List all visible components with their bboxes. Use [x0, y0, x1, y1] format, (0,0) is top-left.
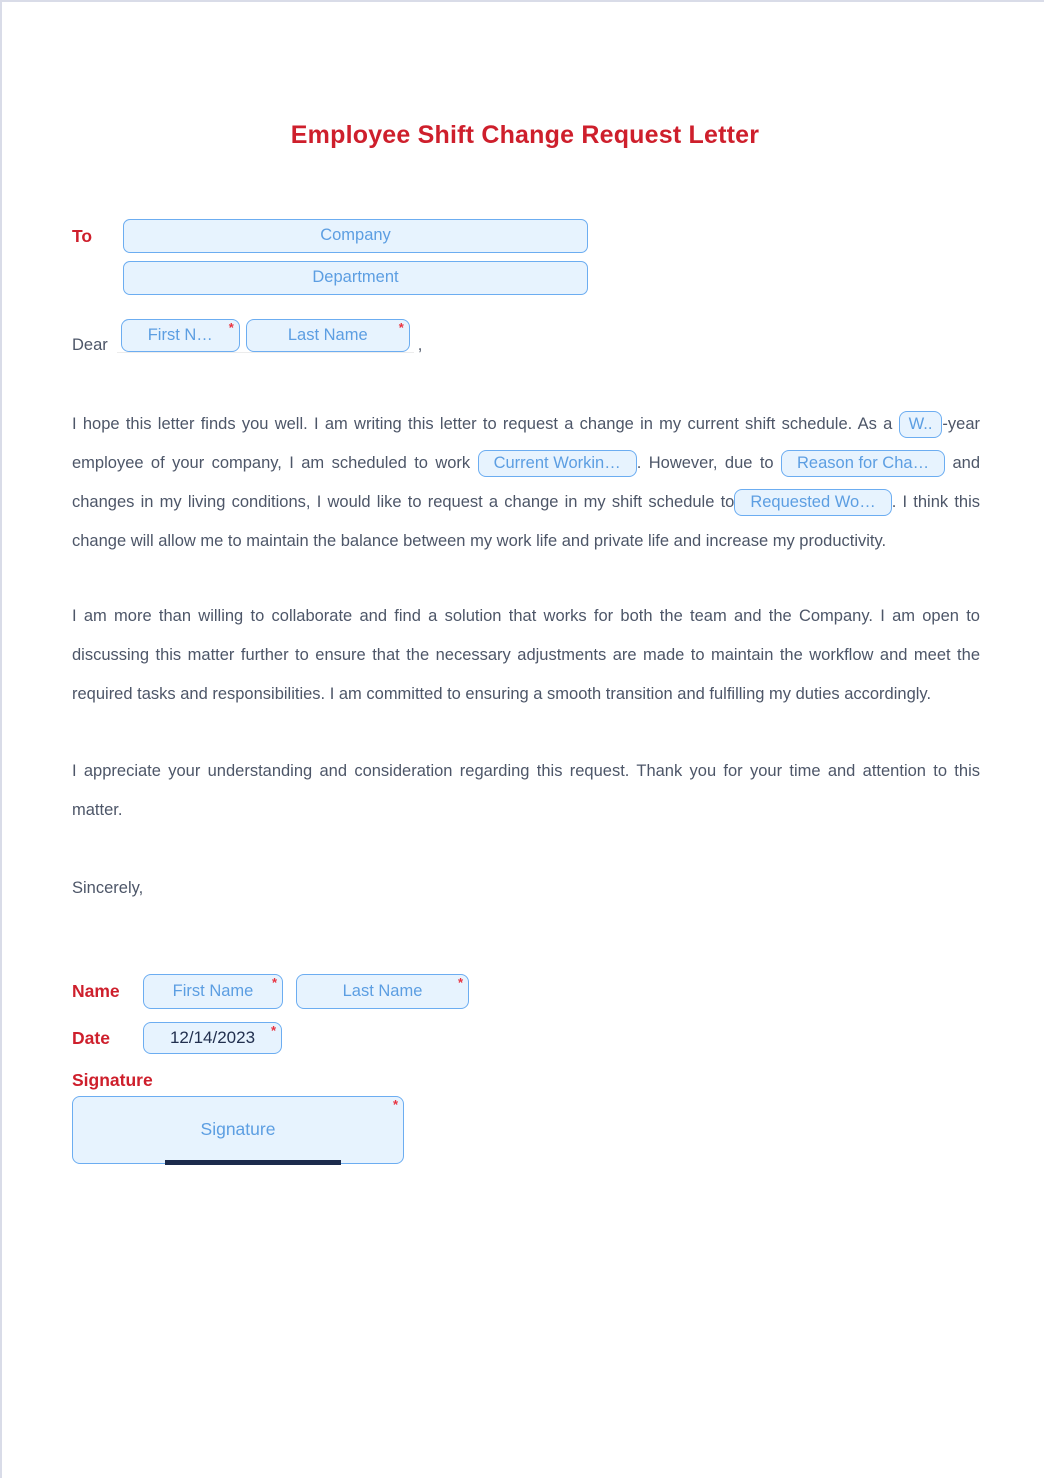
p1-text-2: -year employee of your company, I am scheduled to work	[72, 415, 981, 472]
paragraph-2: I am more than willing to collaborate and find a solution that works for both the team and the Company. I am open to discussing this matter further to ensure that the necessary adjustments are made to maintain the workflow and meet the required tasks and responsibilities. I am committed to ensuring a smooth transition and fulfilling my duties accordingly.	[72, 607, 980, 703]
salutation-comma: ,	[417, 336, 423, 354]
dear-label: Dear	[72, 336, 108, 354]
date-value: 12/14/2023	[169, 1028, 256, 1047]
signature-line	[165, 1160, 341, 1165]
to-label: To	[72, 226, 93, 246]
required-asterisk: *	[398, 320, 404, 335]
salutation-last-name-input[interactable]	[246, 319, 410, 352]
last-name-placeholder: Last Name	[342, 982, 423, 1000]
name-row	[72, 974, 978, 1009]
first-name-placeholder: First N…	[147, 326, 213, 344]
name-label: Name	[72, 981, 120, 1001]
recipient-section	[72, 219, 978, 295]
required-asterisk: *	[228, 320, 234, 335]
p1-text-3: . However, due to	[636, 454, 774, 472]
department-input[interactable]: Department	[123, 261, 588, 295]
requested-working-hours-input[interactable]: Requested Wo…	[734, 489, 891, 516]
salutation-first-name-input[interactable]	[121, 319, 240, 352]
first-name-input[interactable]	[143, 974, 283, 1009]
p1-text-5: . I think this change will allow me to maintain the balance between my work life and private life and increase my productivity.	[72, 493, 980, 550]
signature-input[interactable]	[72, 1096, 404, 1164]
recipient-fields	[123, 219, 588, 295]
date-input[interactable]	[143, 1022, 282, 1054]
p1-text-4: and changes in my living conditions, I would like to request a change in my shift schedule to	[72, 454, 981, 511]
company-input[interactable]: Company	[123, 219, 588, 253]
salutation-blank-line	[117, 352, 414, 353]
letter-content	[2, 2, 1044, 1164]
required-asterisk: *	[392, 1097, 398, 1112]
current-working-hours-input[interactable]: Current Workin…	[478, 450, 637, 477]
required-asterisk: *	[270, 1023, 276, 1038]
signature-placeholder: Signature	[200, 1119, 276, 1139]
last-name-input[interactable]	[296, 974, 469, 1009]
signature-label: Signature	[72, 1070, 153, 1090]
date-row	[72, 1022, 978, 1054]
p1-text-1: I hope this letter finds you well. I am writing this letter to request a change in my current shift schedule. As a	[72, 415, 893, 433]
date-label: Date	[72, 1027, 110, 1048]
paragraph-3: I appreciate your understanding and consideration regarding this request. Thank you for your time and attention to this matter.	[72, 762, 980, 819]
first-name-placeholder: First Name	[172, 982, 254, 1000]
last-name-placeholder: Last Name	[287, 326, 368, 344]
years-employed-input[interactable]: W..	[899, 411, 943, 438]
page-title: Employee Shift Change Request Letter	[290, 121, 760, 149]
closing-text: Sincerely,	[72, 879, 144, 897]
required-asterisk: *	[271, 975, 277, 990]
reason-for-change-input[interactable]: Reason for Cha…	[781, 450, 945, 477]
required-asterisk: *	[457, 975, 463, 990]
paragraph-1	[72, 405, 980, 561]
salutation-row	[72, 319, 978, 354]
